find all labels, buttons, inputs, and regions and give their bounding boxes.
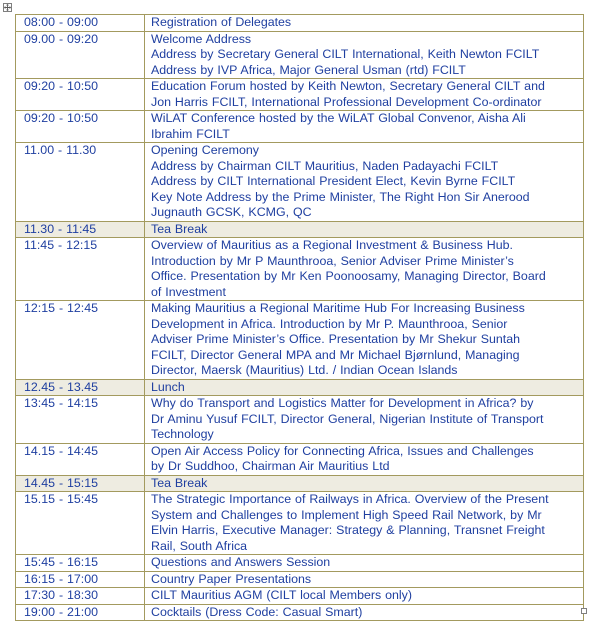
agenda-table [15,14,584,621]
description-line: The Strategic Importance of Railways in Africa. Overview of the Present [151,492,549,506]
description-line: Open Air Access Policy for Connecting Africa, Issues and Challenges [151,443,534,458]
table-row [16,143,584,222]
description-cell [145,221,584,238]
description-cell [145,31,584,79]
description-line: Introduction by Mr P Maunthrooa, Senior Adviser Prime Minister’s [151,253,514,268]
description-line: Lunch [151,379,185,394]
time-cell: 14.45 - 15:15 [16,475,145,492]
time-cell: 15:45 - 16:15 [16,555,145,572]
table-row [16,238,584,301]
table-row [16,31,584,79]
time-cell: 11.00 - 11.30 [16,143,145,222]
table-row [16,15,584,32]
time-cell: 11:45 - 12:15 [16,238,145,301]
description-cell [145,111,584,143]
table-row [16,79,584,111]
description-cell [145,588,584,605]
description-line: System and Challenges to Implement High Speed Rail Network, by Mr [151,507,542,522]
description-line: Country Paper Presentations [151,571,312,586]
description-line: Welcome Address [151,31,252,46]
time-cell: 14.15 - 14:45 [16,443,145,475]
description-line: Jon Harris FCILT, International Professional Development Co-ordinator [151,94,542,109]
description-line: by Dr Suddhoo, Chairman Air Mauritius Ltd [151,459,390,473]
table-row [16,571,584,588]
description-line: Education Forum hosted by Keith Newton, Secretary General CILT and [151,79,545,93]
description-line: Tea Break [151,221,208,236]
time-cell: 16:15 - 17:00 [16,571,145,588]
time-cell: 13:45 - 14:15 [16,396,145,444]
description-line: Why do Transport and Logistics Matter for Development in Africa? by [151,396,534,410]
description-line: Ibrahim FCILT [151,126,230,141]
table-resize-handle[interactable] [581,608,587,614]
description-cell [145,571,584,588]
description-line: Address by Chairman CILT Mauritius, Naden Padayachi FCILT [151,158,499,173]
description-line: Development in Africa. Introduction by Mr P. Maunthrooa, Senior [151,316,508,331]
table-row [16,396,584,444]
move-arrows-icon [4,4,11,11]
table-row [16,492,584,555]
description-cell [145,301,584,380]
time-cell: 15.15 - 15:45 [16,492,145,555]
agenda-body [16,15,584,621]
time-cell: 12:15 - 12:45 [16,301,145,380]
time-cell: 11.30 - 11:45 [16,221,145,238]
description-line: Address by CILT International President Elect, Kevin Byrne FCILT [151,174,516,188]
description-line: Address by Secretary General CILT International, Keith Newton FCILT [151,47,540,61]
time-cell: 19:00 - 21:00 [16,604,145,621]
time-cell: 09:20 - 10:50 [16,79,145,111]
table-row [16,475,584,492]
time-cell: 09.00 - 09:20 [16,31,145,79]
description-line: of Investment [151,284,226,299]
table-row [16,555,584,572]
table-row [16,111,584,143]
time-cell: 17:30 - 18:30 [16,588,145,605]
table-move-handle[interactable] [3,3,12,12]
description-cell [145,396,584,444]
description-line: Adviser Prime Minister’s Office. Presentation by Mr Shekur Suntah [151,332,520,346]
description-line: Registration of Delegates [151,15,292,29]
description-cell [145,475,584,492]
table-row [16,221,584,238]
table-row [16,379,584,396]
table-row [16,443,584,475]
time-cell: 12.45 - 13.45 [16,379,145,396]
description-cell [145,79,584,111]
description-line: Opening Ceremony [151,143,259,157]
description-line: CILT Mauritius AGM (CILT local Members only) [151,588,412,602]
description-line: Director, Maersk (Mauritius) Ltd. / Indian Ocean Islands [151,363,458,377]
description-line: Dr Aminu Yusuf FCILT, Director General, Nigerian Institute of Transport [151,411,544,426]
description-line: Address by IVP Africa, Major General Usman (rtd) FCILT [151,62,466,77]
time-cell: 08:00 - 09:00 [16,15,145,32]
time-cell: 09:20 - 10:50 [16,111,145,143]
description-cell [145,604,584,621]
description-line: Cocktails (Dress Code: Casual Smart) [151,604,363,619]
description-line: Tea Break [151,475,208,490]
description-line: Overview of Mauritius as a Regional Investment & Business Hub. [151,238,513,252]
description-line: Office. Presentation by Mr Ken Poonoosamy, Managing Director, Board [151,269,546,283]
description-cell [145,15,584,32]
description-line: WiLAT Conference hosted by the WiLAT Global Convenor, Aisha Ali [151,111,526,125]
description-line: Technology [151,427,214,441]
description-line: Elvin Harris, Executive Manager: Strategy & Planning, Transnet Freight [151,523,545,537]
description-line: Rail, South Africa [151,538,248,553]
description-cell [145,492,584,555]
description-cell [145,379,584,396]
description-line: Key Note Address by the Prime Minister, The Right Hon Sir Anerood [151,189,530,204]
table-row [16,301,584,380]
description-cell [145,238,584,301]
description-cell [145,555,584,572]
description-line: Making Mauritius a Regional Maritime Hub For Increasing Business [151,301,525,315]
description-line: Questions and Answers Session [151,555,331,569]
description-cell [145,143,584,222]
description-line: FCILT, Director General MPA and Mr Michael Bjørnlund, Managing [151,347,520,362]
description-cell [145,443,584,475]
table-row [16,588,584,605]
table-row [16,604,584,621]
description-line: Jugnauth GCSK, KCMG, QC [151,205,312,219]
